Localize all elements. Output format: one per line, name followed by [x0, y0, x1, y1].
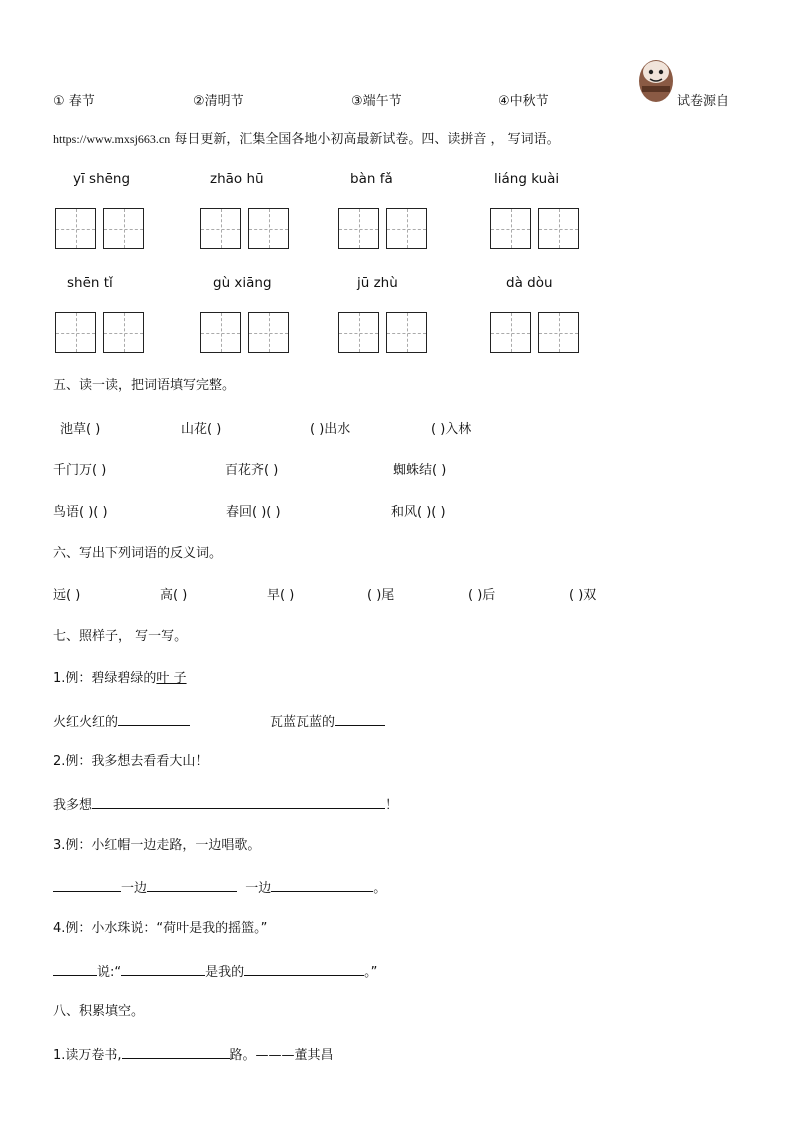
option-2: ②清明节 [193, 94, 244, 109]
antonym-item[interactable]: 高( ) [160, 588, 188, 603]
answer-4-end: 。” [364, 965, 378, 980]
option-4: ④中秋节 [498, 94, 549, 109]
answer-blank[interactable] [118, 713, 190, 726]
source-text: 试卷源自 [677, 94, 730, 109]
antonym-item[interactable]: ( )尾 [367, 588, 395, 603]
example-1 [53, 671, 187, 687]
writing-box[interactable] [538, 208, 579, 249]
accumulate-1-b: 路。———董其昌 [229, 1048, 334, 1063]
answer-blank[interactable] [335, 713, 385, 726]
answer-1a [53, 713, 190, 731]
answer-blank[interactable] [147, 879, 237, 892]
answer-3 [53, 879, 386, 897]
answer-blank[interactable] [122, 1046, 230, 1059]
fill-item[interactable]: 池草( ) [60, 422, 101, 437]
fill-item[interactable]: 千门万( ) [53, 463, 107, 478]
answer-3-mid: 一边 [121, 881, 148, 896]
fill-item[interactable]: 百花齐( ) [225, 463, 279, 478]
pinyin: jū zhù [357, 275, 398, 291]
pinyin: shēn tǐ [67, 275, 113, 291]
answer-2-text: 我多想 [53, 798, 93, 813]
option-1: ① 春节 [53, 94, 95, 109]
answer-3-end: 。 [373, 881, 387, 896]
answer-1a-text: 火红火红的 [53, 715, 119, 730]
antonym-item[interactable]: 远( ) [53, 588, 81, 603]
writing-box[interactable] [248, 312, 289, 353]
accumulate-1-a: 1.读万卷书, [53, 1048, 122, 1063]
writing-box[interactable] [103, 312, 144, 353]
antonym-item[interactable]: 早( ) [267, 588, 295, 603]
writing-box[interactable] [338, 312, 379, 353]
pinyin: dà dòu [506, 275, 553, 291]
answer-blank[interactable] [271, 879, 373, 892]
section-7-title: 七、照样子， 写一写。 [53, 629, 188, 644]
writing-box[interactable] [490, 312, 531, 353]
pinyin: liáng kuài [494, 171, 560, 187]
answer-blank[interactable] [53, 963, 97, 976]
example-1-underlined: 叶 子 [156, 671, 187, 686]
fill-item[interactable]: 蜘蛛结( ) [393, 463, 447, 478]
fill-item[interactable]: 春回( )( ) [226, 505, 281, 520]
option-3: ③端午节 [351, 94, 402, 109]
answer-4-said: 说:“ [97, 965, 122, 980]
answer-2-end: ！ [385, 798, 399, 813]
site-url[interactable]: https://www.mxsj663.cn [53, 132, 171, 146]
pinyin: zhāo hū [210, 171, 264, 187]
writing-box[interactable] [386, 208, 427, 249]
pinyin: gù xiāng [213, 275, 272, 291]
writing-box[interactable] [338, 208, 379, 249]
answer-blank[interactable] [92, 796, 385, 809]
section-8-title: 八、积累填空。 [53, 1004, 145, 1019]
writing-box[interactable] [55, 208, 96, 249]
answer-blank[interactable] [53, 879, 121, 892]
example-4: 4.例：小水珠说：“荷叶是我的摇篮。” [53, 921, 268, 936]
writing-box[interactable] [490, 208, 531, 249]
writing-box[interactable] [386, 312, 427, 353]
example-2: 2.例：我多想去看看大山！ [53, 754, 209, 769]
fill-item[interactable]: 山花( ) [181, 422, 222, 437]
fill-item[interactable]: 鸟语( )( ) [53, 505, 108, 520]
answer-3-mid2: 一边 [245, 881, 272, 896]
writing-box[interactable] [103, 208, 144, 249]
writing-box[interactable] [538, 312, 579, 353]
example-1-text: 1.例：碧绿碧绿的 [53, 671, 157, 686]
writing-box[interactable] [55, 312, 96, 353]
answer-1b-text: 瓦蓝瓦蓝的 [270, 715, 336, 730]
answer-blank[interactable] [121, 963, 205, 976]
pinyin: bàn fǎ [350, 171, 393, 187]
example-3: 3.例：小红帽一边走路，一边唱歌。 [53, 838, 261, 853]
writing-box[interactable] [200, 208, 241, 249]
answer-4-mid: 是我的 [205, 965, 245, 980]
antonym-item[interactable]: ( )双 [569, 588, 597, 603]
answer-4 [53, 963, 377, 981]
pinyin: yī shēng [73, 171, 131, 187]
section-5-title: 五、读一读，把词语填写完整。 [53, 378, 236, 393]
answer-2 [53, 796, 398, 814]
writing-box[interactable] [248, 208, 289, 249]
ad-text: 每日更新，汇集全国各地小初高最新试卷。四、读拼音 ， 写词语。 [170, 132, 560, 147]
fill-item[interactable]: 和风( )( ) [391, 505, 446, 520]
antonym-item[interactable]: ( )后 [468, 588, 496, 603]
answer-1b [270, 713, 385, 731]
section-6-title: 六、写出下列词语的反义词。 [53, 546, 223, 561]
accumulate-1 [53, 1046, 334, 1064]
fill-item[interactable]: ( )入林 [431, 422, 472, 437]
mascot-logo-icon [636, 58, 676, 104]
fill-item[interactable]: ( )出水 [310, 422, 351, 437]
ad-line [53, 131, 560, 148]
writing-box[interactable] [200, 312, 241, 353]
answer-blank[interactable] [244, 963, 364, 976]
